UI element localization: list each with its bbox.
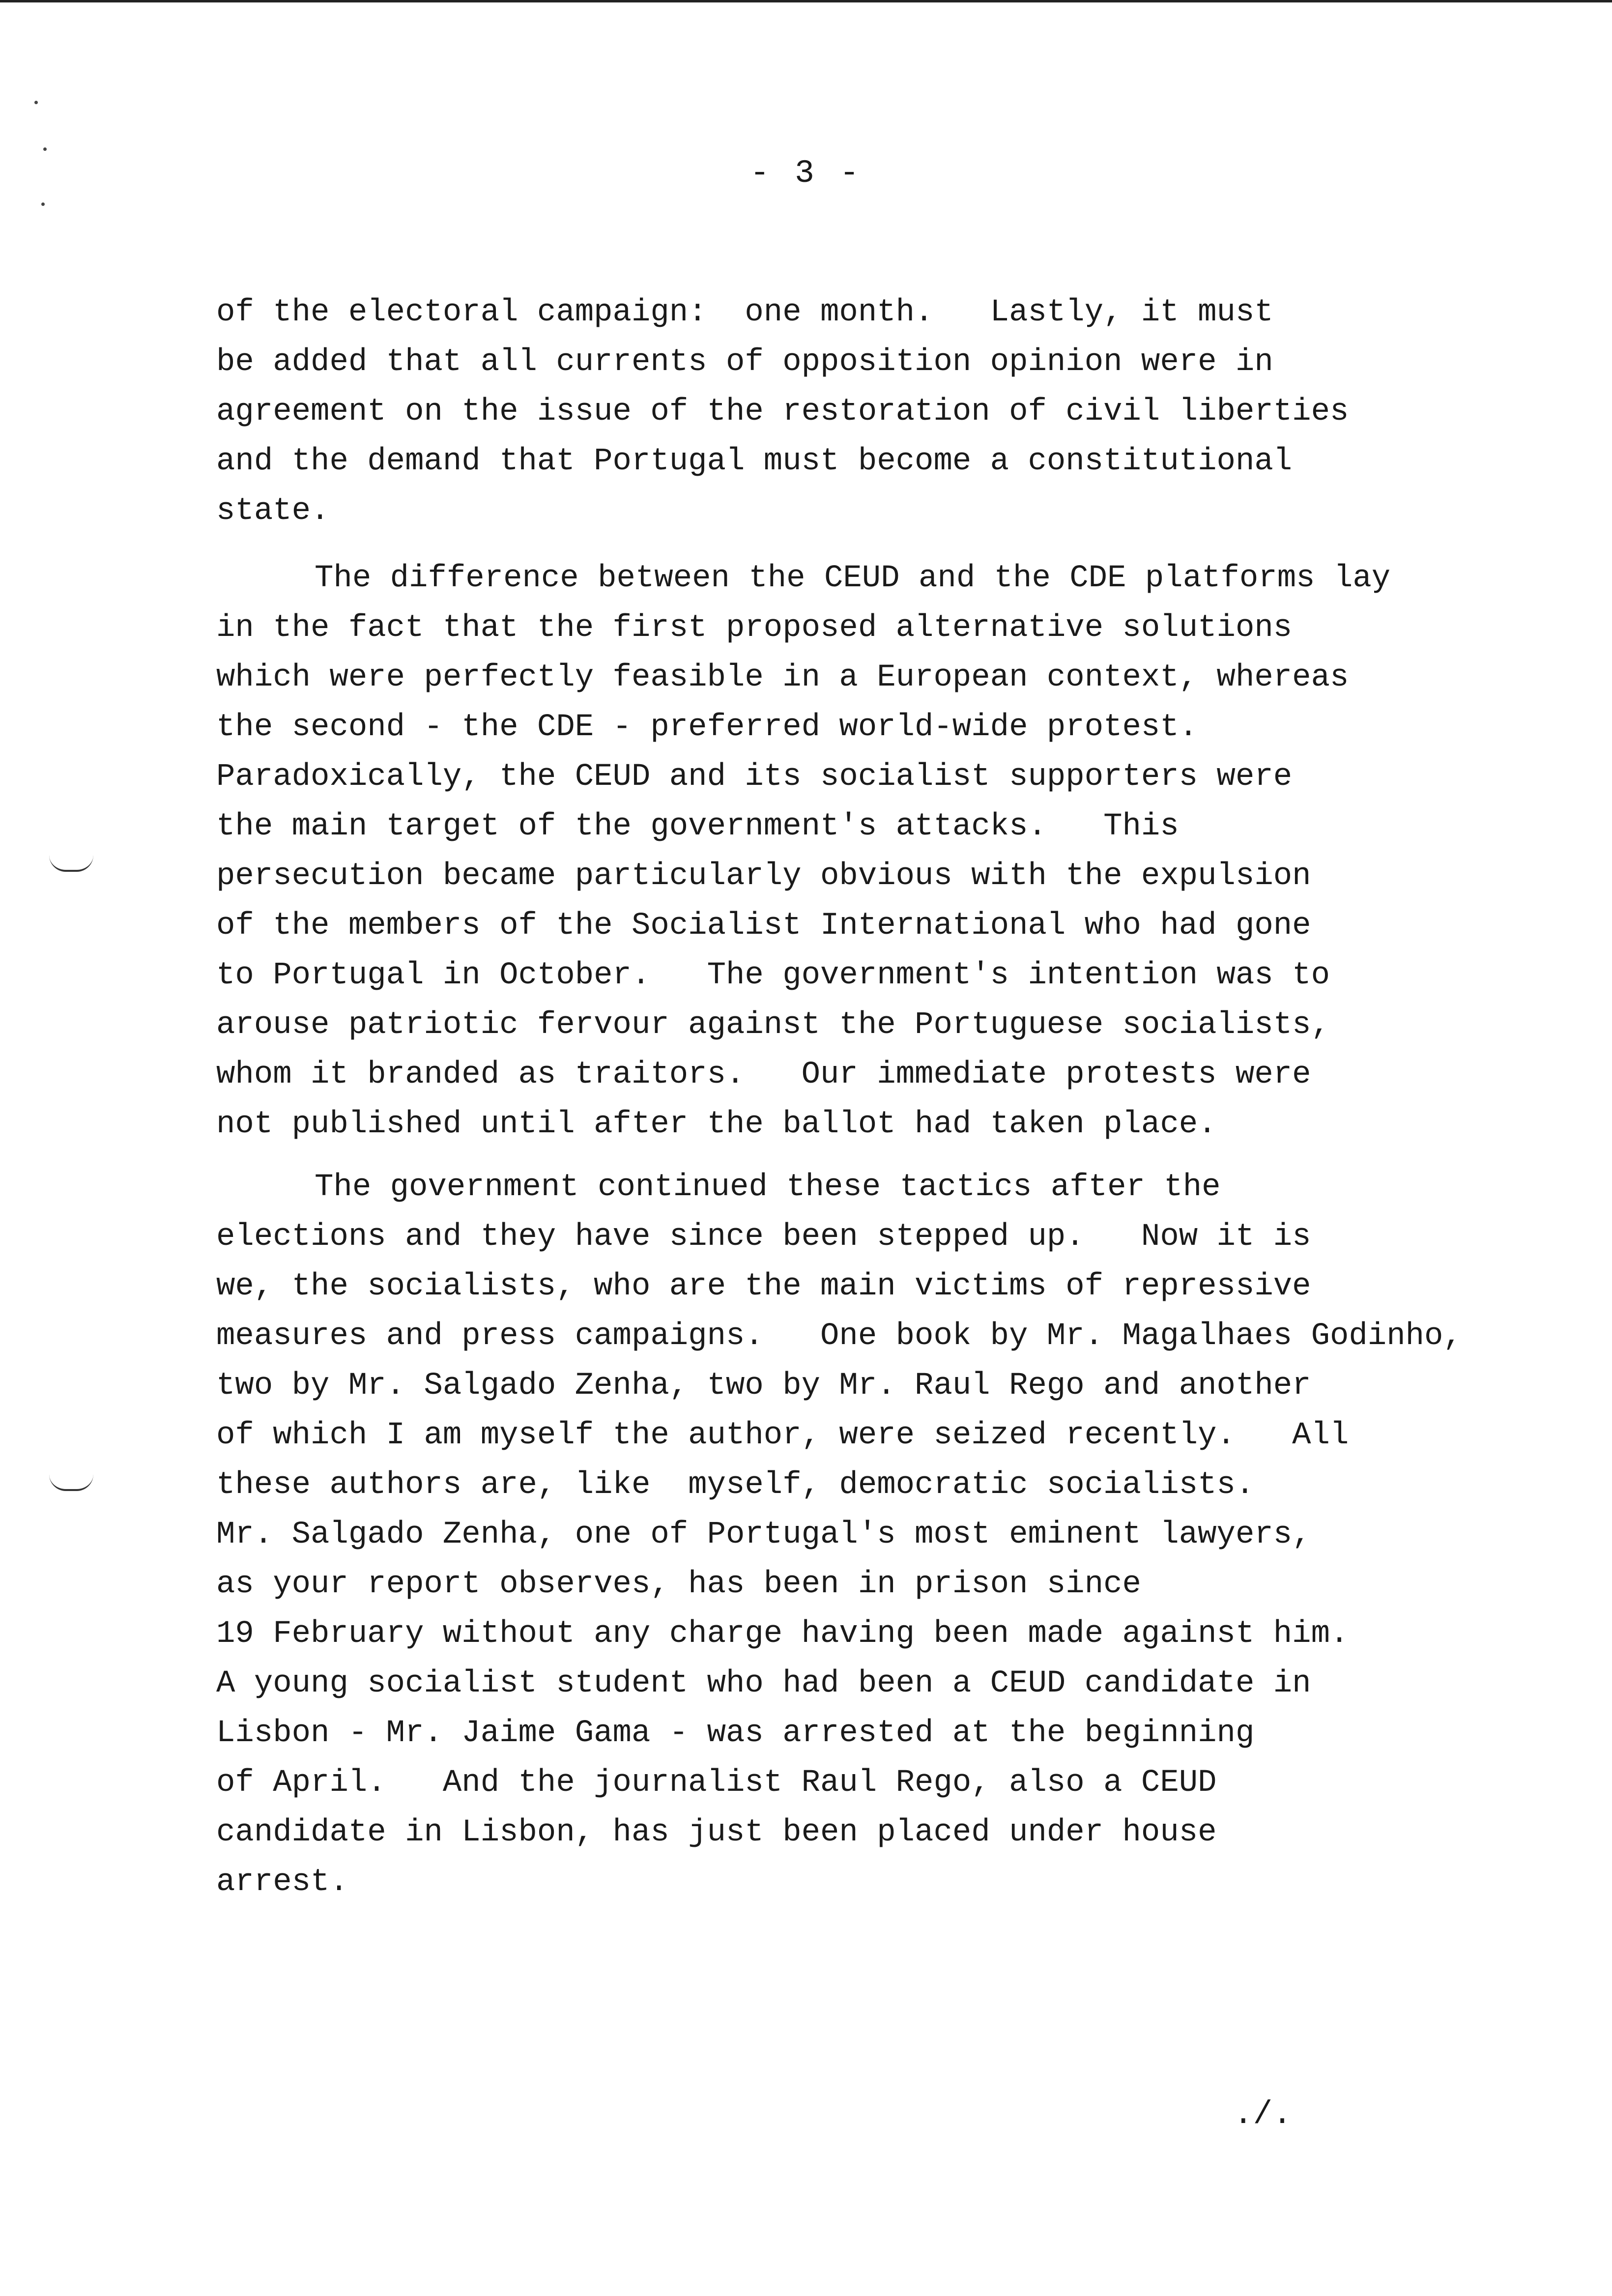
scan-speck	[34, 101, 38, 104]
text-line: candidate in Lisbon, has just been placed under house	[216, 1815, 1217, 1850]
text-line: arrest.	[216, 1865, 348, 1900]
text-line: two by Mr. Salgado Zenha, two by Mr. Raul Rego and another	[216, 1368, 1311, 1404]
scan-speck	[43, 147, 47, 151]
scan-speck	[41, 202, 45, 206]
text-line: of April. And the journalist Raul Rego, also a CEUD	[216, 1765, 1217, 1801]
text-line: in the fact that the first proposed alternative solutions	[216, 610, 1293, 646]
text-line: and the demand that Portugal must become a constitutional	[216, 444, 1293, 479]
text-line: The government continued these tactics after the	[315, 1170, 1221, 1205]
text-line: measures and press campaigns. One book by Mr. Magalhaes Godinho,	[216, 1319, 1462, 1354]
page-number: - 3 -	[749, 155, 863, 192]
text-line: Paradoxically, the CEUD and its socialist supporters were	[216, 759, 1293, 795]
text-line: Mr. Salgado Zenha, one of Portugal's most eminent lawyers,	[216, 1517, 1311, 1552]
text-line: agreement on the issue of the restoration of civil liberties	[216, 394, 1349, 430]
text-line: whom it branded as traitors. Our immediate protests were	[216, 1057, 1311, 1092]
top-edge-rule	[0, 0, 1612, 2]
text-line: as your report observes, has been in prison since	[216, 1567, 1141, 1602]
continuation-mark: ./.	[1234, 2096, 1292, 2133]
text-line: be added that all currents of opposition opinion were in	[216, 344, 1273, 380]
text-line: to Portugal in October. The government's intention was to	[216, 958, 1330, 993]
text-line: Lisbon - Mr. Jaime Gama - was arrested at the beginning	[216, 1716, 1255, 1751]
text-line: elections and they have since been stepped up. Now it is	[216, 1219, 1311, 1255]
text-line: The difference between the CEUD and the CDE platforms lay	[315, 561, 1391, 596]
text-line: we, the socialists, who are the main victims of repressive	[216, 1269, 1311, 1304]
text-line: of which I am myself the author, were seized recently. All	[216, 1418, 1349, 1453]
text-line: these authors are, like myself, democratic socialists.	[216, 1467, 1255, 1503]
text-line: the second - the CDE - preferred world-wide protest.	[216, 710, 1198, 745]
punch-hole-mark	[49, 1474, 93, 1491]
text-line: of the members of the Socialist International who had gone	[216, 908, 1311, 944]
text-line: the main target of the government's attacks. This	[216, 809, 1179, 844]
paragraph	[216, 554, 1390, 1149]
paragraph	[216, 1163, 1462, 1907]
text-line: not published until after the ballot had taken place.	[216, 1107, 1217, 1142]
text-line: which were perfectly feasible in a European context, whereas	[216, 660, 1349, 695]
text-line: arouse patriotic fervour against the Portuguese socialists,	[216, 1007, 1330, 1043]
text-line: A young socialist student who had been a CEUD candidate in	[216, 1666, 1311, 1701]
text-line: persecution became particularly obvious with the expulsion	[216, 859, 1311, 894]
paragraph	[216, 288, 1349, 536]
text-line: 19 February without any charge having been made against him.	[216, 1616, 1349, 1652]
text-line: of the electoral campaign: one month. Lastly, it must	[216, 295, 1273, 330]
punch-hole-mark	[49, 855, 93, 872]
text-line: state.	[216, 493, 330, 529]
